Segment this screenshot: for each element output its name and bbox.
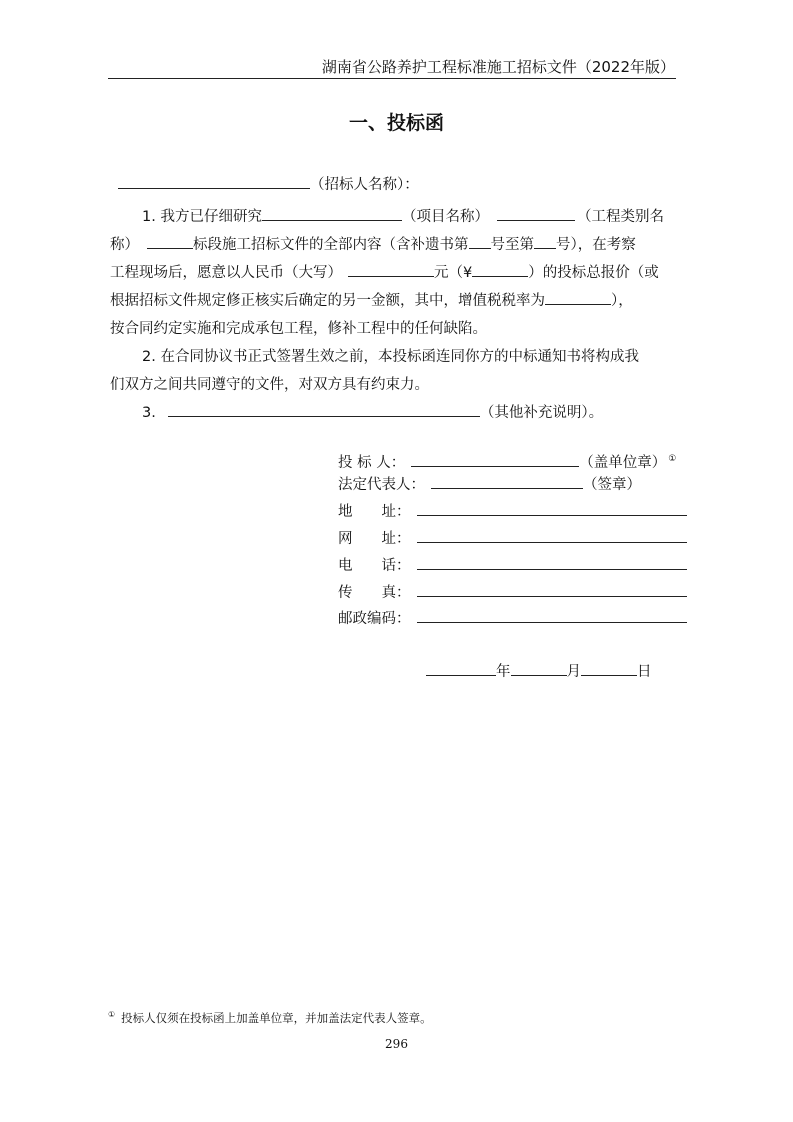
footnote-reference: ① [668,454,677,464]
addressee-suffix: （招标人名称）： [310,177,419,193]
clause1-line1 [142,203,664,231]
clause1-text: 1. 我方已仔细研究 [142,209,262,225]
vat-rate-blank [545,288,611,305]
bidder-blank [411,450,579,467]
clause1-text: 根据招标文件规定修正核实后确定的另一金额，其中，增值税税率为 [110,293,545,309]
website-label: 网 址： [338,531,411,547]
clause1-text: （工程类别名 [576,209,664,225]
clause1-line4 [110,287,633,315]
clause2-line2: 们双方之间共同遵守的文件，对双方具有约束力。 [110,377,429,393]
fax-label: 传 真： [338,585,411,601]
address-label: 地 址： [338,504,411,520]
footnote [108,1010,432,1026]
legal-rep-note: （签章） [583,477,641,493]
month-blank [511,659,567,676]
month-label: 月 [566,664,581,680]
recipient-name-blank [118,172,310,189]
phone-blank [417,553,687,570]
clause1-line5: 按合同约定实施和完成承包工程，修补工程中的任何缺陷。 [110,321,487,337]
project-name-blank [262,204,402,221]
clause1-text: 称） [110,237,139,253]
header-divider [108,78,676,79]
amount-words-blank [348,260,434,277]
postcode-row [338,606,687,632]
clause3-line [142,399,603,427]
day-blank [581,659,637,676]
clause1-text: 号至第 [490,237,534,253]
year-label: 年 [496,664,511,680]
project-category-blank [497,204,575,221]
date-line [426,658,652,686]
postcode-blank [417,606,687,623]
clause1-text: 号），在考察 [556,237,636,253]
section-blank [147,232,193,249]
phone-row [338,553,687,579]
year-blank [426,659,496,676]
clause1-line3 [110,259,659,287]
postcode-label: 邮政编码： [338,611,411,627]
bidder-note: （盖单位章） [579,454,667,471]
address-blank [417,499,687,516]
footnote-text: 投标人仅须在投标函上加盖单位章，并加盖法定代表人签章。 [121,1011,432,1025]
fax-blank [417,580,687,597]
addendum-to-blank [534,232,556,249]
legal-rep-row [338,472,641,498]
other-notes-blank [168,400,480,417]
clause1-line2 [110,231,636,259]
legal-rep-blank [431,472,583,489]
clause3-suffix: （其他补充说明）。 [479,405,604,421]
clause1-text: 工程现场后，愿意以人民币（大写） [110,265,342,281]
day-label: 日 [637,664,652,680]
addressee-line [118,171,419,199]
clause1-text: 元（¥ [434,265,473,281]
clause1-text: ）的投标总报价（或 [528,265,659,281]
running-header-title: 湖南省公路养护工程标准施工招标文件（2022年版） [321,58,675,76]
footnote-mark: ① [108,1010,116,1020]
website-blank [417,526,687,543]
phone-label: 电 话： [338,558,411,574]
fax-row [338,580,687,606]
address-row [338,499,687,525]
clause1-text: ）， [611,293,633,309]
page-number: 296 [385,1037,408,1051]
amount-figures-blank [472,260,528,277]
bidder-label: 投 标 人： [338,454,406,471]
page-title: 一、投标函 [348,112,444,134]
legal-rep-label: 法定代表人： [338,477,425,493]
website-row [338,526,687,552]
clause1-text: （项目名称） [401,209,489,225]
clause2-line1: 2. 在合同协议书正式签署生效之前，本投标函连同你方的中标通知书将构成我 [142,349,639,365]
clause3-number: 3. [142,405,156,421]
clause1-text: 标段施工招标文件的全部内容（含补遗书第 [193,237,469,253]
addendum-from-blank [469,232,491,249]
